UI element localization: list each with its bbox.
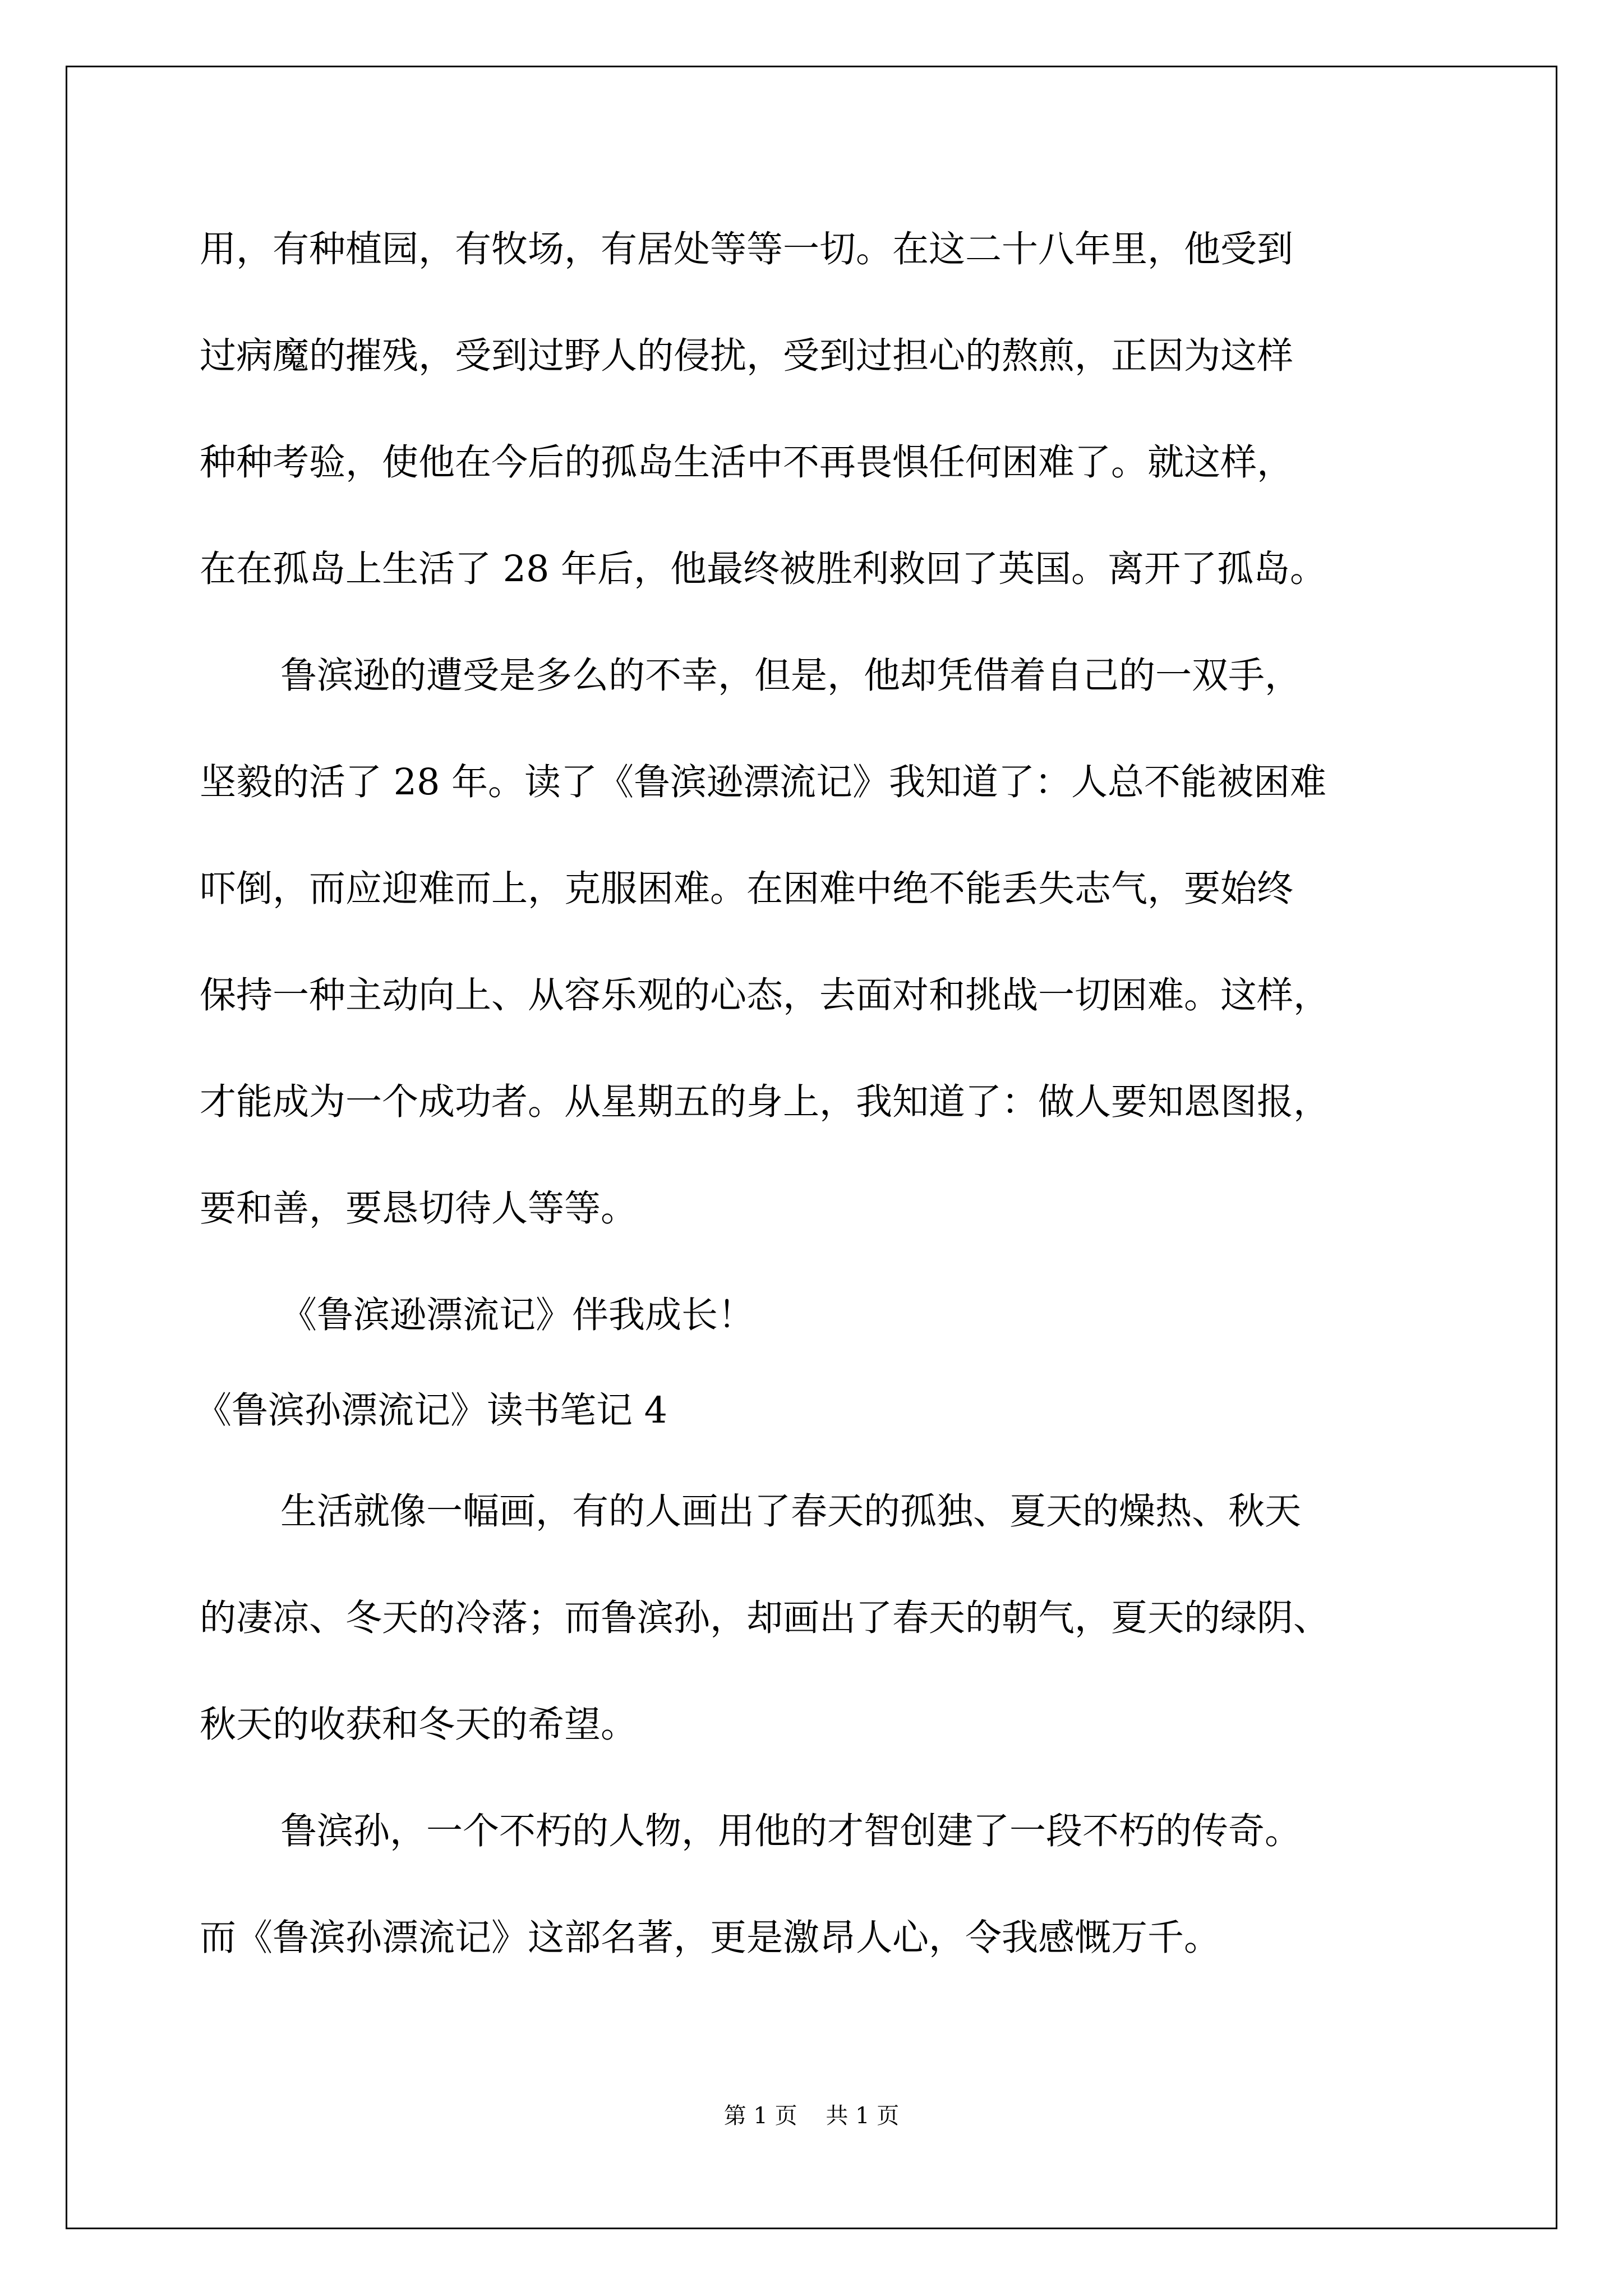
body-line: 吓倒，而应迎难而上，克服困难。在困难中绝不能丢失志气，要始终 bbox=[200, 868, 1294, 910]
body-line: 要和善，要恳切待人等等。 bbox=[200, 1188, 638, 1230]
paragraph-start-line: 鲁滨逊的遭受是多么的不幸，但是，他却凭借着自己的一双手， bbox=[280, 655, 1302, 697]
body-line: 才能成为一个成功者。从星期五的身上，我知道了：做人要知恩图报， bbox=[200, 1081, 1330, 1123]
paragraph-start-line: 《鲁滨逊漂流记》伴我成长！ bbox=[280, 1294, 755, 1336]
body-line: 的凄凉、冬天的冷落；而鲁滨孙，却画出了春天的朝气，夏天的绿阴、 bbox=[200, 1597, 1330, 1639]
paragraph-start-line: 鲁滨孙，一个不朽的人物，用他的才智创建了一段不朽的传奇。 bbox=[280, 1810, 1302, 1852]
body-line: 而《鲁滨孙漂流记》这部名著，更是激昂人心，令我感慨万千。 bbox=[200, 1917, 1221, 1959]
body-line: 秋天的收获和冬天的希望。 bbox=[200, 1704, 638, 1746]
body-line: 种种考验，使他在今后的孤岛生活中不再畏惧任何困难了。就这样， bbox=[200, 441, 1294, 484]
body-line: 坚毅的活了 28 年。读了《鲁滨逊漂流记》我知道了：人总不能被困难 bbox=[200, 761, 1327, 803]
body-line: 在在孤岛上生活了 28 年后，他最终被胜利救回了英国。离开了孤岛。 bbox=[200, 548, 1327, 590]
page-border bbox=[66, 66, 1557, 2229]
body-line: 过病魔的摧残，受到过野人的侵扰，受到过担心的熬煎，正因为这样 bbox=[200, 335, 1294, 377]
section-heading: 《鲁滨孙漂流记》读书笔记 4 bbox=[195, 1389, 668, 1432]
body-line: 保持一种主动向上、从容乐观的心态，去面对和挑战一切困难。这样， bbox=[200, 974, 1330, 1016]
page-number-footer: 第 1 页 共 1 页 bbox=[723, 2103, 900, 2129]
paragraph-start-line: 生活就像一幅画，有的人画出了春天的孤独、夏天的燥热、秋天 bbox=[280, 1490, 1302, 1533]
body-line: 用，有种植园，有牧场，有居处等等一切。在这二十八年里，他受到 bbox=[200, 228, 1294, 270]
